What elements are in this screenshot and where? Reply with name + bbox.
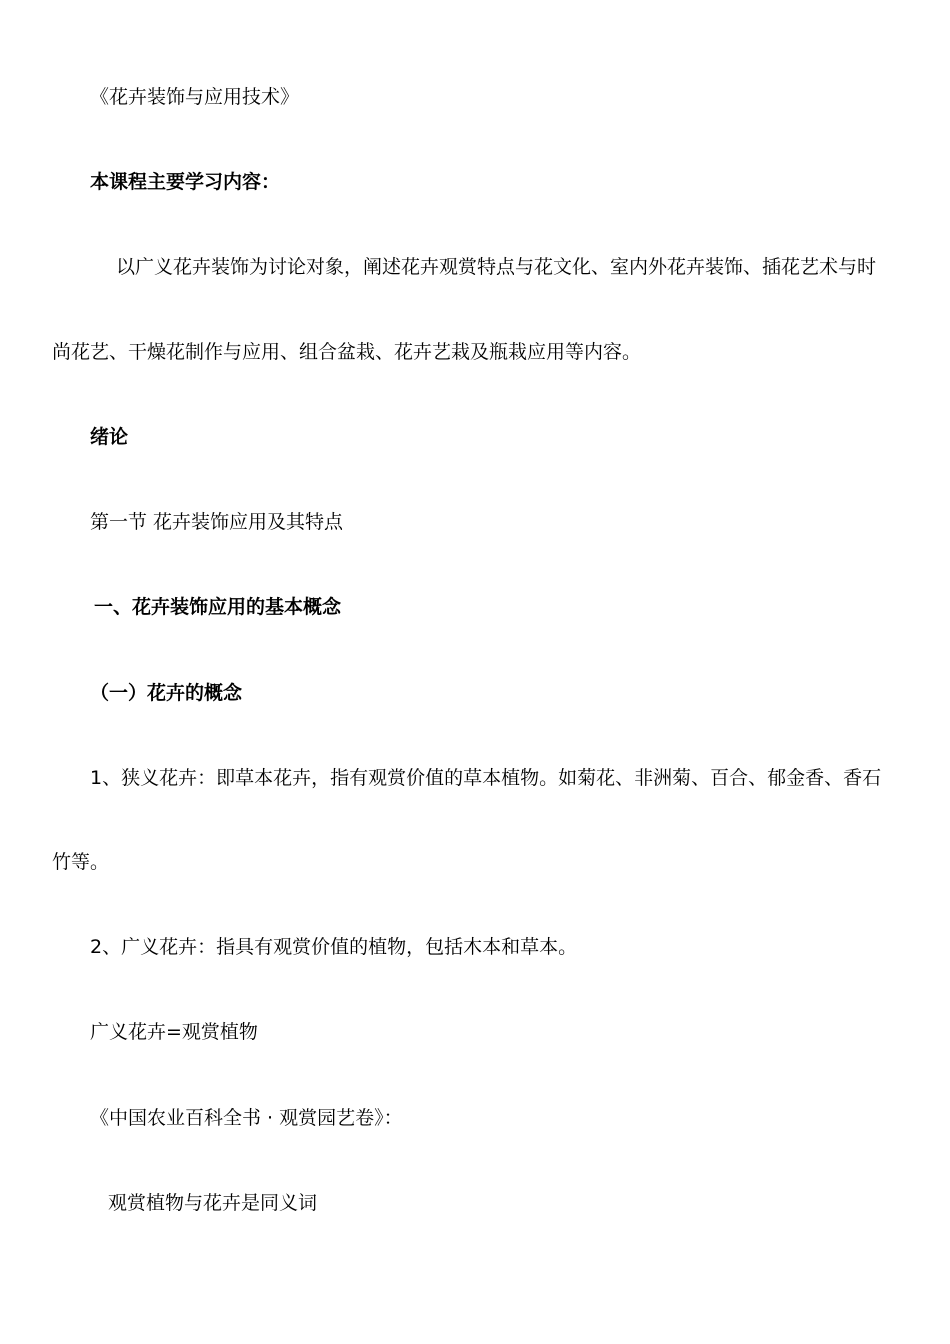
citation-source: 《中国农业百科全书 · 观赏园艺卷》： [90,1107,403,1129]
definition-item-1-line-2: 竹等。 [52,851,110,873]
book-title: 《花卉装饰与应用技术》 [90,86,300,108]
subsection-heading: 一、花卉装饰应用的基本概念 [94,596,342,618]
definition-item-1-line-1: 1、狭义花卉：即草本花卉，指有观赏价值的草本植物。如菊花、非洲菊、百合、郁金香、香石 [90,767,882,789]
citation-quote: 观赏植物与花卉是同义词 [108,1192,318,1214]
course-description-line-1: 以广义花卉装饰为讨论对象，阐述花卉观赏特点与花文化、室内外花卉装饰、插花艺术与时 [116,256,877,278]
course-heading: 本课程主要学习内容： [90,171,281,193]
intro-heading: 绪论 [90,426,129,448]
definition-item-2: 2、广义花卉：指具有观赏价值的植物，包括木本和草本。 [90,936,578,958]
course-description-line-2: 尚花艺、干燥花制作与应用、组合盆栽、花卉艺栽及瓶栽应用等内容。 [52,341,642,363]
subsubsection-heading: （一）花卉的概念 [90,682,243,704]
section-title: 第一节 花卉装饰应用及其特点 [90,511,344,533]
equation-text: 广义花卉=观赏植物 [90,1021,258,1043]
